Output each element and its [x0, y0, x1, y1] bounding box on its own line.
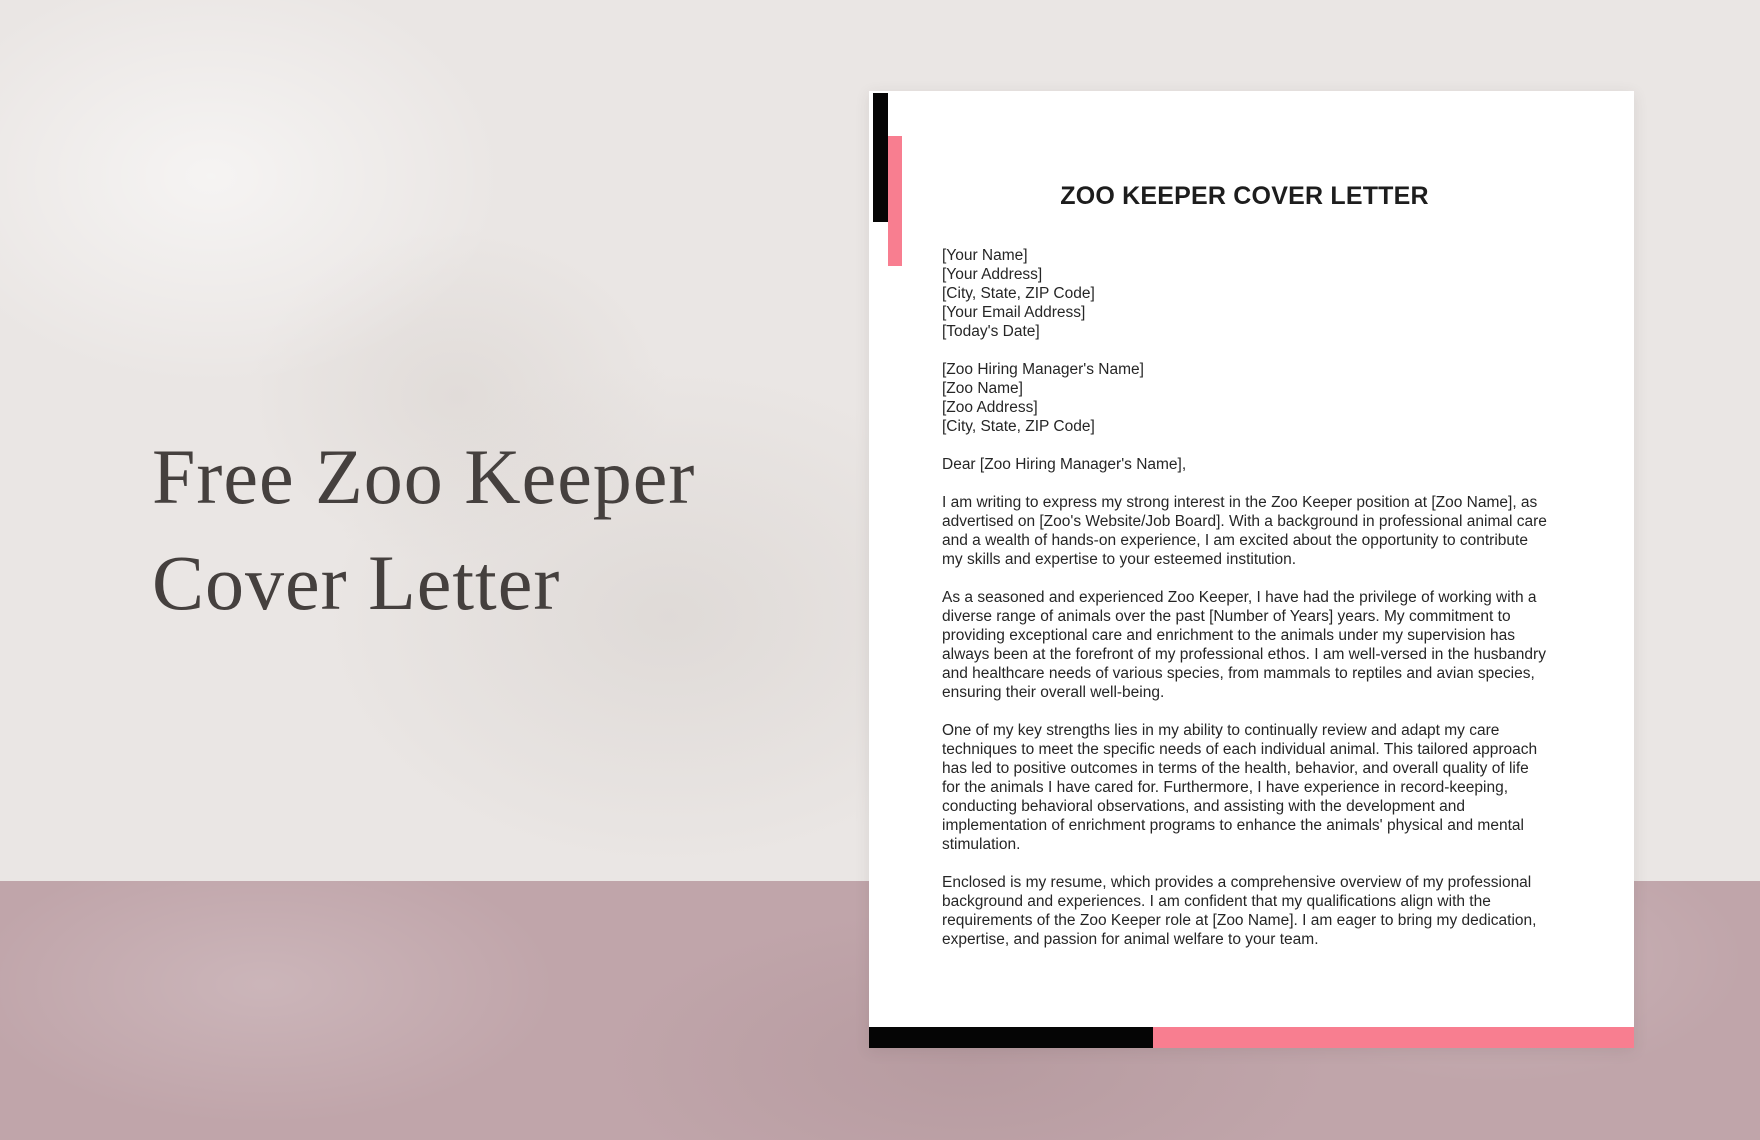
recipient-address: [Zoo Address]	[942, 399, 1038, 416]
accent-bar-pink-bottom	[1153, 1027, 1634, 1048]
promo-headline	[152, 424, 695, 636]
paragraph-intro: I am writing to express my strong interest in the Zoo Keeper position at [Zoo Name], as advertised on [Zoo's Website/Job Board]. With a background in professional animal care and a wealth of hands-on experience, I am excited about the opportunity to contribute my skills and expertise to your esteemed institution.	[942, 494, 1547, 568]
cover-letter-page	[869, 91, 1634, 1048]
recipient-city-state-zip: [City, State, ZIP Code]	[942, 418, 1095, 435]
paragraph-strengths: One of my key strengths lies in my ability to continually review and adapt my care techniques to meet the specific needs of each individual animal. This tailored approach has led to positive outcomes in terms of the health, behavior, and overall quality of life for the animals I have cared for. Furthermore, I have experience in record-keeping, conducting behavioral observations, and assisting with the development and implementation of enrichment programs to enhance the animals' physical and mental stimulation.	[942, 722, 1538, 853]
paragraph-closing: Enclosed is my resume, which provides a comprehensive overview of my professional background and experiences. I am confident that my qualifications align with the requirements of the Zoo Keeper role at [Zoo Name]. I am eager to bring my dedication, expertise, and passion for animal welfare to your team.	[942, 874, 1537, 948]
sender-city-state-zip: [City, State, ZIP Code]	[942, 285, 1095, 302]
letter-date: [Today's Date]	[942, 323, 1040, 340]
recipient-name: [Zoo Hiring Manager's Name]	[942, 361, 1144, 378]
sender-name: [Your Name]	[942, 247, 1028, 264]
letter-title: ZOO KEEPER COVER LETTER	[1060, 182, 1429, 210]
paragraph-experience: As a seasoned and experienced Zoo Keeper, I have had the privilege of working with a diverse range of animals over the past [Number of Years] years. My commitment to providing exceptional care and enrichment to the animals under my supervision has always been at the forefront of my professional ethos. I am well-versed in the husbandry and healthcare needs of various species, from mammals to reptiles and avian species, ensuring their overall well-being.	[942, 589, 1546, 701]
accent-bar-black-bottom	[869, 1027, 1153, 1048]
salutation: Dear [Zoo Hiring Manager's Name],	[942, 456, 1187, 473]
promo-headline-line1: Free Zoo Keeper	[152, 433, 696, 520]
accent-bar-black-top	[873, 93, 888, 222]
sender-email: [Your Email Address]	[942, 304, 1086, 321]
sender-address: [Your Address]	[942, 266, 1043, 283]
recipient-organization: [Zoo Name]	[942, 380, 1023, 397]
recipient-block	[942, 360, 1547, 436]
promo-headline-line2: Cover Letter	[152, 539, 561, 626]
sender-block	[942, 246, 1547, 341]
accent-bar-pink-top	[888, 136, 902, 266]
letter-body	[942, 183, 1547, 968]
